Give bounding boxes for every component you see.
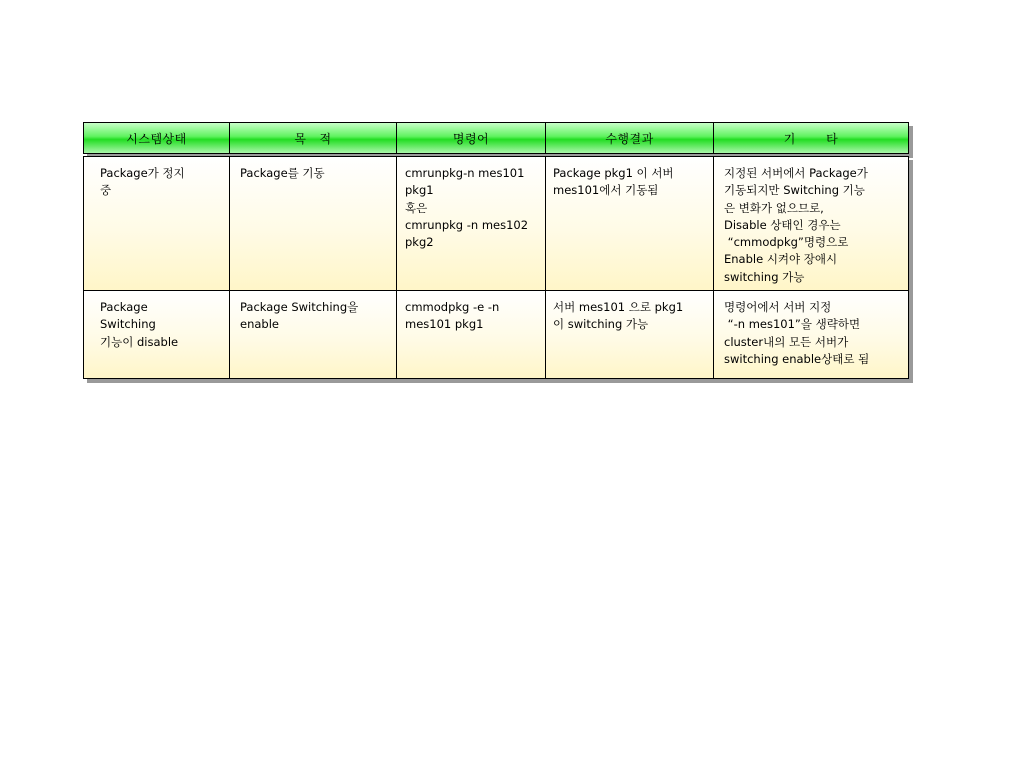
- header-result: 수행결과: [546, 123, 714, 153]
- table-body: [83, 156, 909, 379]
- cell-text-line: Switching: [100, 317, 156, 332]
- cell-text-line: mes101에서 기동됨: [553, 183, 659, 198]
- cell-text-line: cmrunpkg -n mes102: [405, 217, 529, 232]
- header-purpose: 목 적: [230, 123, 397, 153]
- cell-text-line: Enable 시켜야 장애시: [724, 252, 838, 267]
- cell-text-line: “-n mes101”을 생략하면: [724, 317, 861, 332]
- cell-text-line: Package가 정지: [100, 166, 185, 180]
- cell-text-line: cmmodpkg -e -n: [405, 300, 500, 314]
- cell-text-line: Disable 상태인 경우는: [724, 217, 841, 232]
- cell-text-line: 서버 mes101 으로 pkg1: [553, 300, 684, 314]
- cell-text-line: Package: [100, 300, 148, 314]
- cell-text-line: 은 변화가 없으므로,: [724, 200, 824, 215]
- cell-text-line: 기동되지만 Switching 기능: [724, 183, 865, 198]
- header-command: 명령어: [397, 123, 546, 153]
- cell-command: [397, 291, 546, 378]
- cell-system-status: [84, 157, 230, 290]
- cell-text-line: cmrunpkg-n mes101: [405, 166, 525, 180]
- cell-text-line: switching enable상태로 됨: [724, 351, 870, 366]
- cell-text-line: 중: [100, 183, 112, 198]
- cell-text-line: 이 switching 가능: [553, 317, 649, 332]
- cell-purpose: [230, 157, 397, 290]
- cell-text-line: 혹은: [405, 200, 428, 215]
- cell-result: [546, 291, 714, 378]
- cell-command: [397, 157, 546, 290]
- cell-text-line: cluster내의 모든 서버가: [724, 334, 849, 349]
- cell-text-line: enable: [240, 317, 279, 332]
- table-body-wrapper: [83, 156, 909, 379]
- cell-etc: [714, 291, 908, 378]
- cell-text-line: 지정된 서버에서 Package가: [724, 166, 868, 180]
- cell-text-line: Package pkg1 이 서버: [553, 166, 674, 180]
- table-row: [84, 291, 908, 378]
- cell-text-line: 기능이 disable: [100, 334, 179, 349]
- cell-text-line: mes101 pkg1: [405, 317, 484, 332]
- cell-text-line: Package를 기동: [240, 166, 325, 180]
- cell-text-line: Package Switching을: [240, 300, 359, 314]
- cell-text-line: pkg2: [405, 235, 434, 250]
- table-row: [84, 157, 908, 291]
- cell-text-line: switching 가능: [724, 269, 805, 284]
- table-header-wrapper: [83, 122, 909, 154]
- cell-text-line: pkg1: [405, 183, 434, 198]
- cell-text-line: “cmmodpkg”명령으로: [724, 235, 849, 250]
- cell-etc: [714, 157, 908, 290]
- cell-purpose: [230, 291, 397, 378]
- table-header-row: [83, 122, 909, 154]
- cell-text-line: 명령어에서 서버 지정: [724, 300, 832, 314]
- cell-system-status: [84, 291, 230, 378]
- cell-result: [546, 157, 714, 290]
- header-system-status: 시스템상태: [84, 123, 230, 153]
- header-etc: 기 타: [783, 131, 839, 146]
